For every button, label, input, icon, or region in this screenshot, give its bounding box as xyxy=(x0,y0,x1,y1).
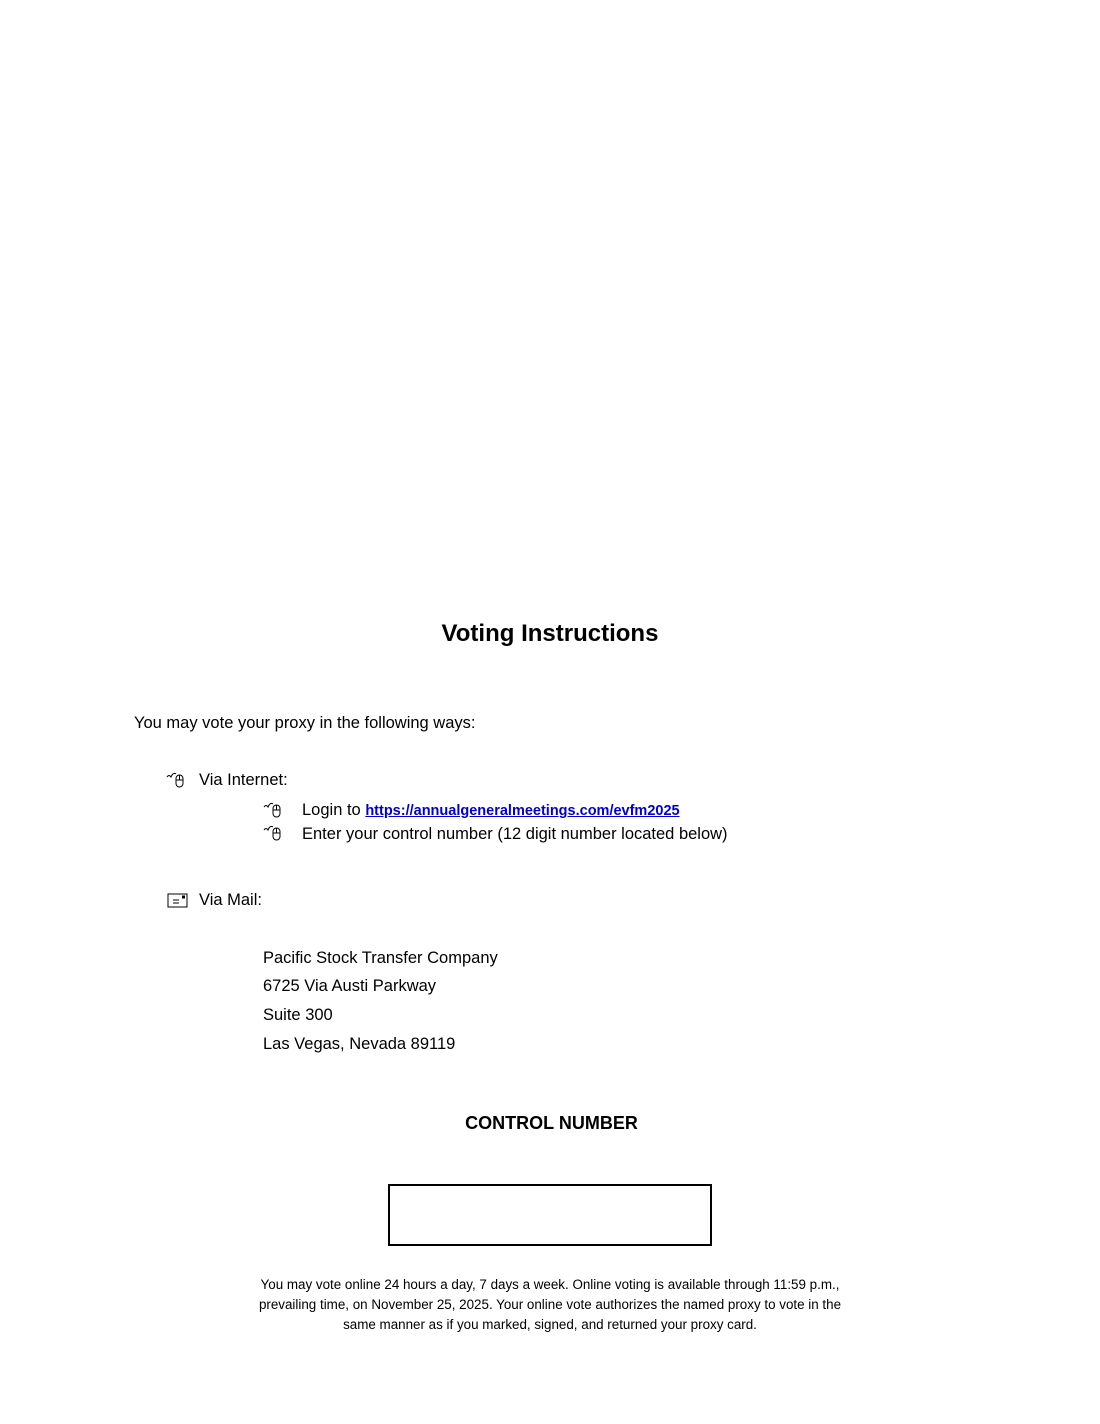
address-line: Pacific Stock Transfer Company xyxy=(263,949,498,967)
footer-line: You may vote online 24 hours a day, 7 days a week. Online voting is available through 11:59 p.m., xyxy=(260,1277,840,1292)
mouse-icon xyxy=(263,824,283,842)
login-step-text: Login to xyxy=(302,801,366,819)
intro-text: You may vote your proxy in the following ways: xyxy=(134,714,476,732)
via-mail-label: Via Mail: xyxy=(199,891,262,909)
control-number-step: Enter your control number (12 digit number located below) xyxy=(302,825,728,843)
address-line: Las Vegas, Nevada 89119 xyxy=(263,1035,456,1053)
control-number-box xyxy=(388,1184,712,1246)
address-line: Suite 300 xyxy=(263,1006,333,1024)
voting-link[interactable]: https://annualgeneralmeetings.com/evfm2025 xyxy=(365,803,680,819)
page-title: Voting Instructions xyxy=(441,620,659,647)
login-step xyxy=(302,801,680,820)
mouse-icon xyxy=(263,801,283,819)
footer-line: prevailing time, on November 25, 2025. Your online vote authorizes the named proxy to vote in the xyxy=(258,1297,842,1312)
mouse-icon xyxy=(166,771,186,789)
control-number-label: CONTROL NUMBER xyxy=(465,1113,638,1133)
footer-line: same manner as if you marked, signed, and returned your proxy card. xyxy=(343,1317,757,1332)
envelope-icon xyxy=(167,893,189,909)
footer-note xyxy=(0,1275,1100,1335)
via-internet-label: Via Internet: xyxy=(199,771,288,789)
address-line: 6725 Via Austi Parkway xyxy=(263,977,437,995)
